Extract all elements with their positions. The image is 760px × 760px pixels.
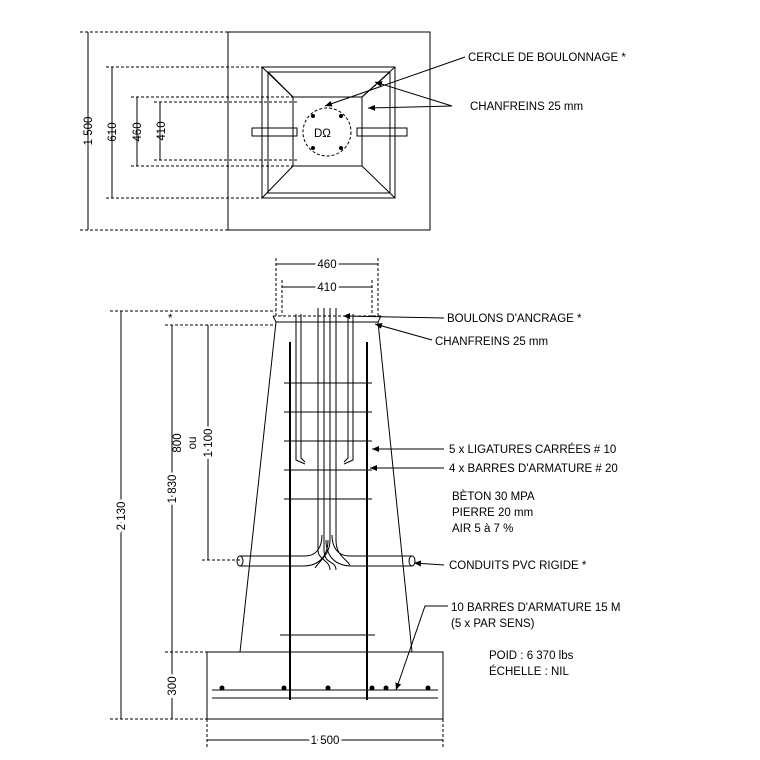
label-rebars: 4 x BARRES D'ARMATURE # 20 <box>449 463 618 475</box>
side-dim-410: 410 <box>317 282 337 294</box>
label-bolt-circle: CERCLE DE BOULONNAGE * <box>468 52 626 64</box>
shaft-right-edge <box>378 322 412 652</box>
footing-base <box>207 652 443 719</box>
top-conduit-right <box>357 128 407 136</box>
side-dim-1100: 1 100 <box>203 428 215 458</box>
side-view <box>110 258 620 748</box>
footer-weight: POID : 6 370 lbs <box>489 650 574 662</box>
footer-scale: ÉCHELLE : NIL <box>489 666 569 678</box>
top-dim-460: 460 <box>132 122 144 142</box>
label-anchor-bolts: BOULONS D'ANCRAGE * <box>447 313 582 325</box>
side-dim-ou: ou <box>187 436 199 450</box>
label-base-rebars-1: 10 BARRES D'ARMATURE 15 M <box>451 602 621 614</box>
side-dim-1830: 1 830 <box>167 474 179 504</box>
side-dim-1500: 1 500 <box>310 735 340 747</box>
top-view <box>80 32 626 230</box>
top-dim-410: 410 <box>156 121 168 141</box>
side-dim-2130: 2 130 <box>116 501 128 531</box>
star-mark: * <box>168 313 173 325</box>
label-pvc: CONDUITS PVC RIGIDE * <box>449 560 587 572</box>
label-ties: 5 x LIGATURES CARRÉES # 10 <box>449 444 617 456</box>
label-base-rebars-2: (5 x PAR SENS) <box>451 618 535 630</box>
spec-concrete: BÈTON 30 MPA <box>452 491 535 503</box>
side-dim-300: 300 <box>167 676 179 696</box>
spec-air: AIR 5 à 7 % <box>452 523 514 535</box>
top-dim-610: 610 <box>107 122 119 142</box>
side-dim-800: 800 <box>172 433 184 453</box>
label-top-chamfers: CHANFREINS 25 mm <box>470 101 584 113</box>
shaft-left-edge <box>240 322 276 652</box>
top-dim-1500: 1 500 <box>83 116 95 146</box>
spec-stone: PIERRE 20 mm <box>452 507 534 519</box>
label-side-chamfers: CHANFREINS 25 mm <box>435 336 549 348</box>
center-mark: DΩ <box>314 128 331 140</box>
side-dim-460: 460 <box>317 259 337 271</box>
top-conduit-left <box>252 128 297 136</box>
